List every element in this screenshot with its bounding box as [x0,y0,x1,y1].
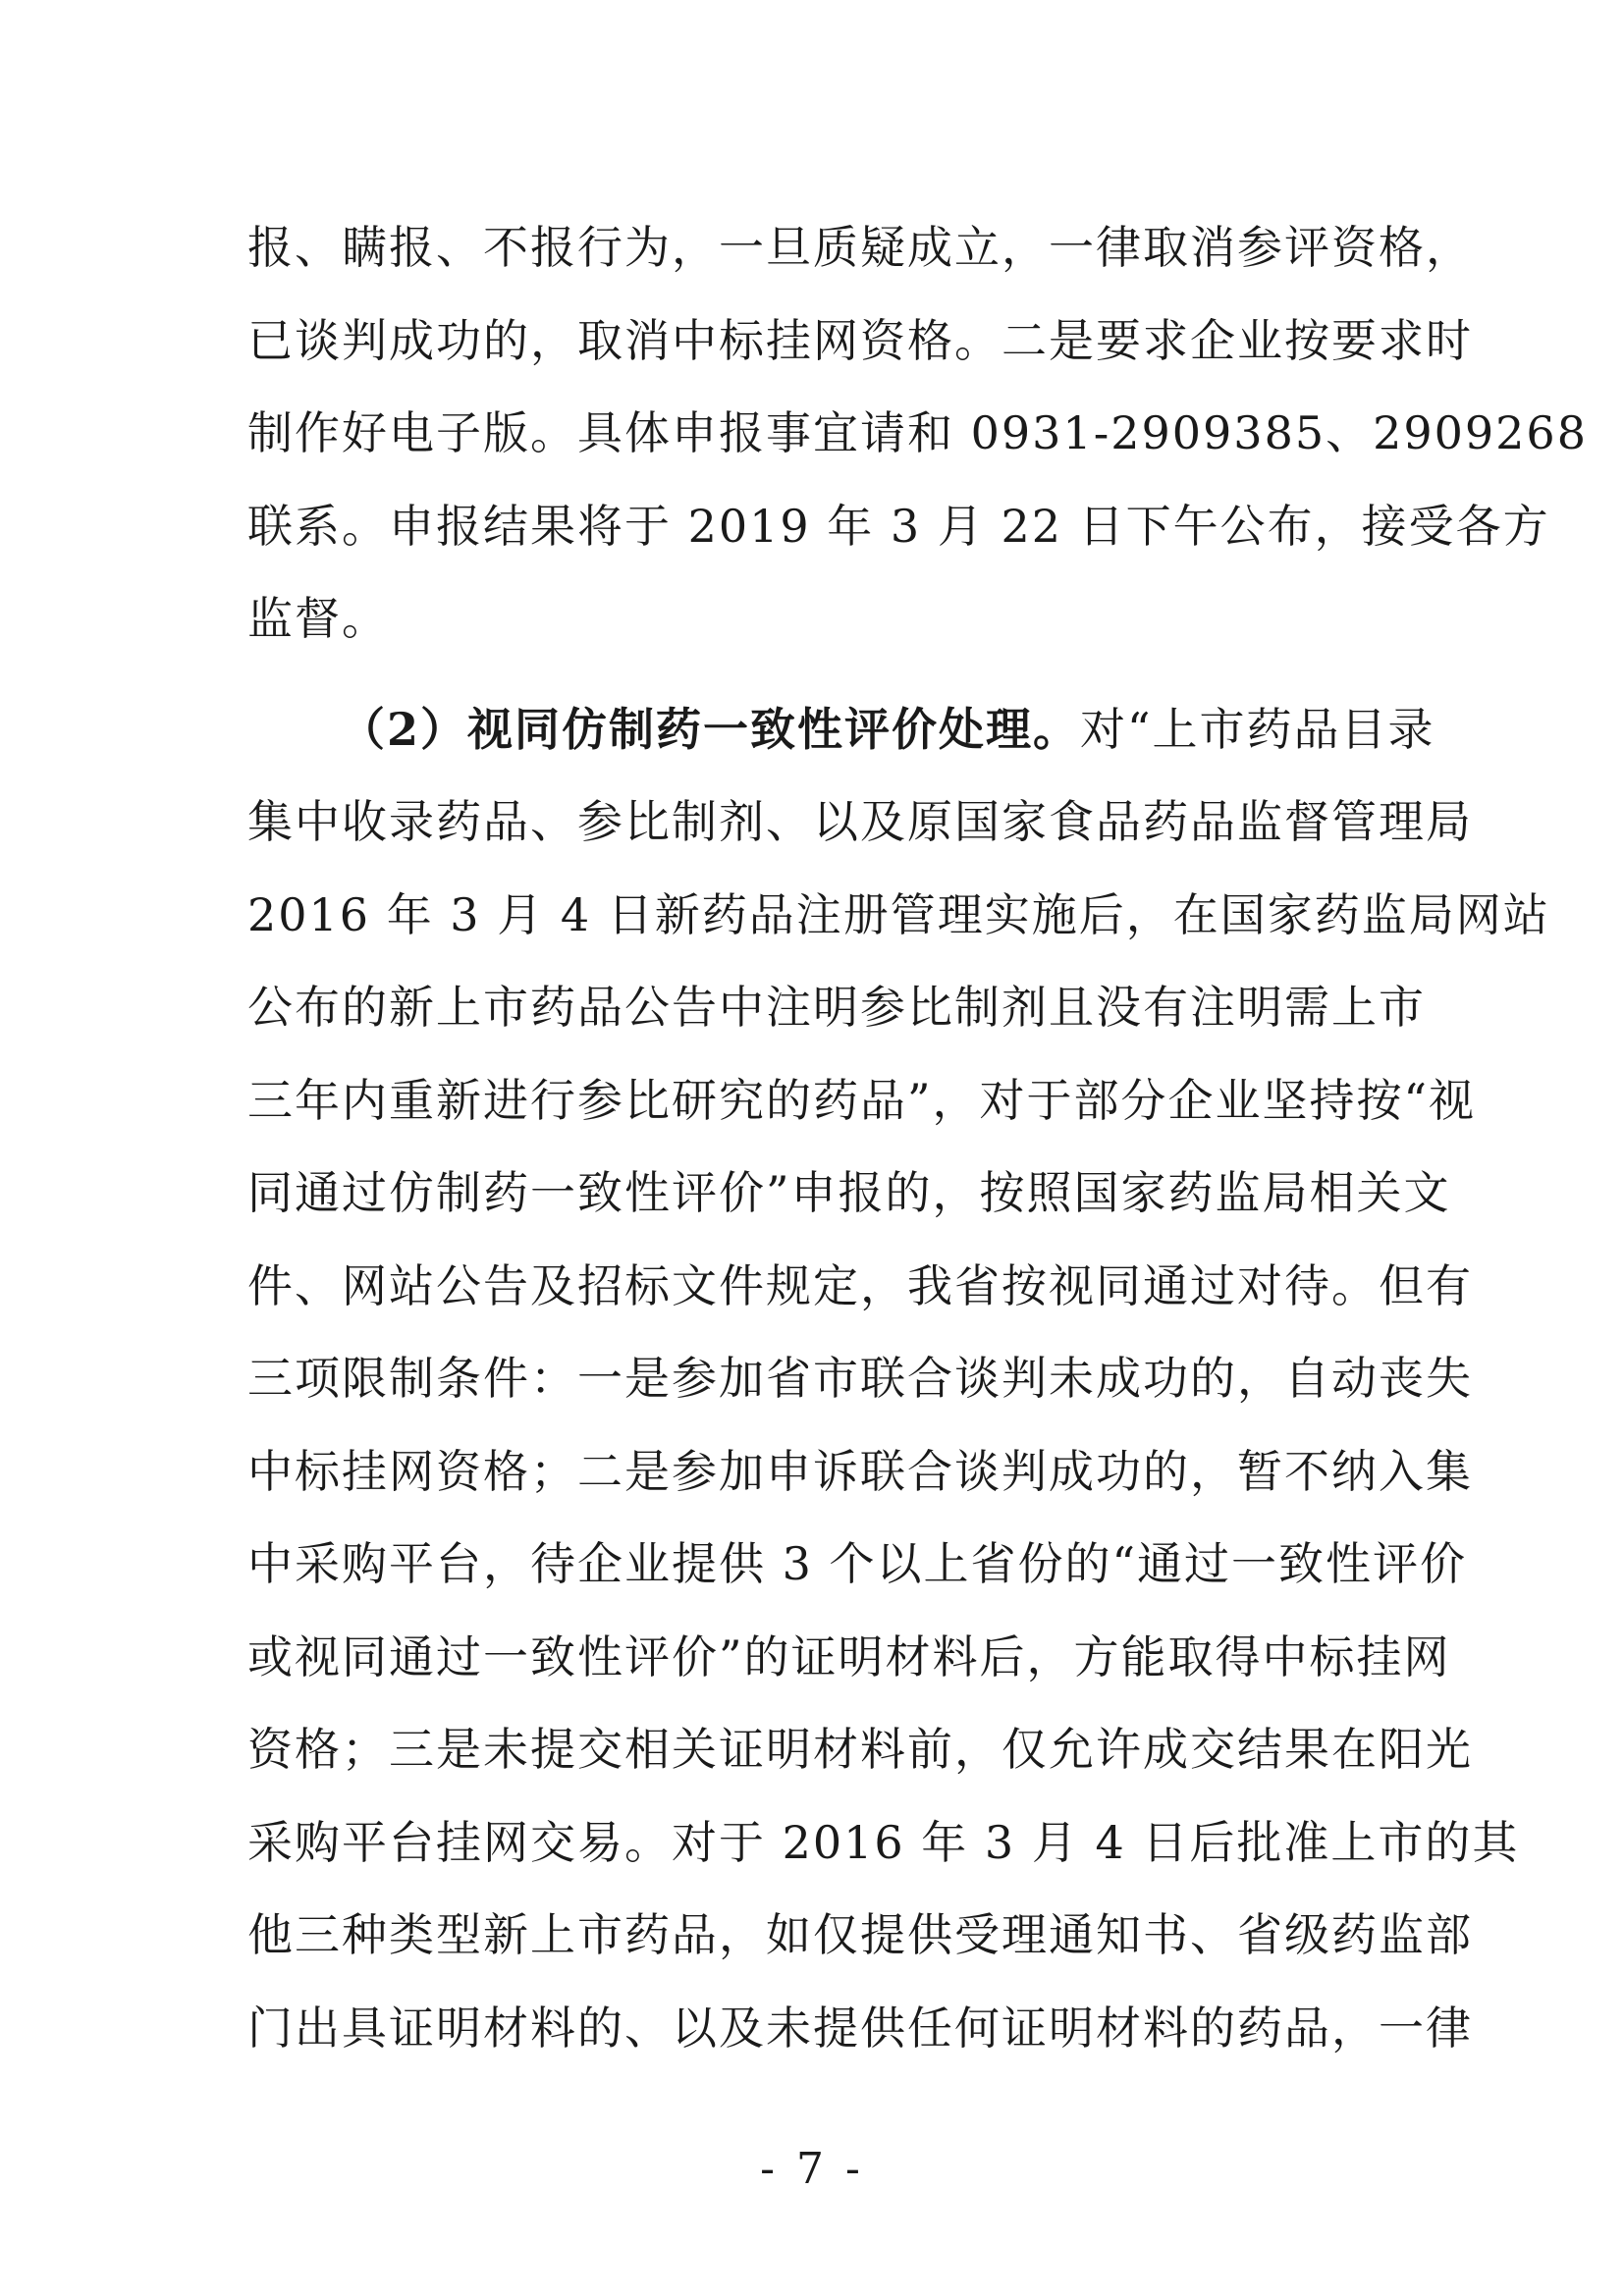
text-line: 监督。 [247,592,389,645]
text-line: 中标挂网资格；二是参加申诉联合谈判成功的，暂不纳入集 [247,1445,1473,1498]
text-line: 已谈判成功的，取消中标挂网资格。二是要求企业按要求时 [247,314,1473,367]
text-line: 联系。申报结果将于 2019 年 3 月 22 日下午公布，接受各方 [247,500,1550,553]
text-line: 门出具证明材料的、以及未提供任何证明材料的药品，一律 [247,2002,1473,2055]
text-line: 对“上市药品目录 [1080,703,1435,756]
page-number: - 7 - [760,2144,864,2194]
paragraph-first-line [340,700,1435,759]
text-line: 他三种类型新上市药品，如仅提供受理通知书、省级药监部 [247,1908,1473,1961]
text-line: 采购平台挂网交易。对于 2016 年 3 月 4 日后批准上市的其 [247,1816,1520,1869]
text-line: 制作好电子版。具体申报事宜请和 0931-2909385、2909268 [247,406,1588,459]
text-line: 三年内重新进行参比研究的药品”，对于部分企业坚持按“视 [247,1074,1477,1127]
text-line: 三项限制条件：一是参加省市联合谈判未成功的，自动丧失 [247,1352,1473,1405]
text-line: 件、网站公告及招标文件规定，我省按视同通过对待。但有 [247,1259,1473,1312]
text-line: 或视同通过一致性评价”的证明材料后，方能取得中标挂网 [247,1630,1451,1683]
text-line: 同通过仿制药一致性评价”申报的，按照国家药监局相关文 [247,1166,1451,1219]
text-line: 资格；三是未提交相关证明材料前，仅允许成交结果在阳光 [247,1723,1473,1776]
text-line: 公布的新上市药品公告中注明参比制剂且没有注明需上市 [247,981,1426,1034]
text-line: 集中收录药品、参比制剂、以及原国家食品药品监督管理局 [247,795,1473,848]
text-line: 中采购平台，待企业提供 3 个以上省份的“通过一致性评价 [247,1537,1468,1590]
text-line: 2016 年 3 月 4 日新药品注册管理实施后，在国家药监局网站 [247,888,1550,941]
text-line: 报、瞒报、不报行为，一旦质疑成立，一律取消参评资格， [247,221,1473,274]
section-heading: （2）视同仿制药一致性评价处理。 [340,703,1081,756]
